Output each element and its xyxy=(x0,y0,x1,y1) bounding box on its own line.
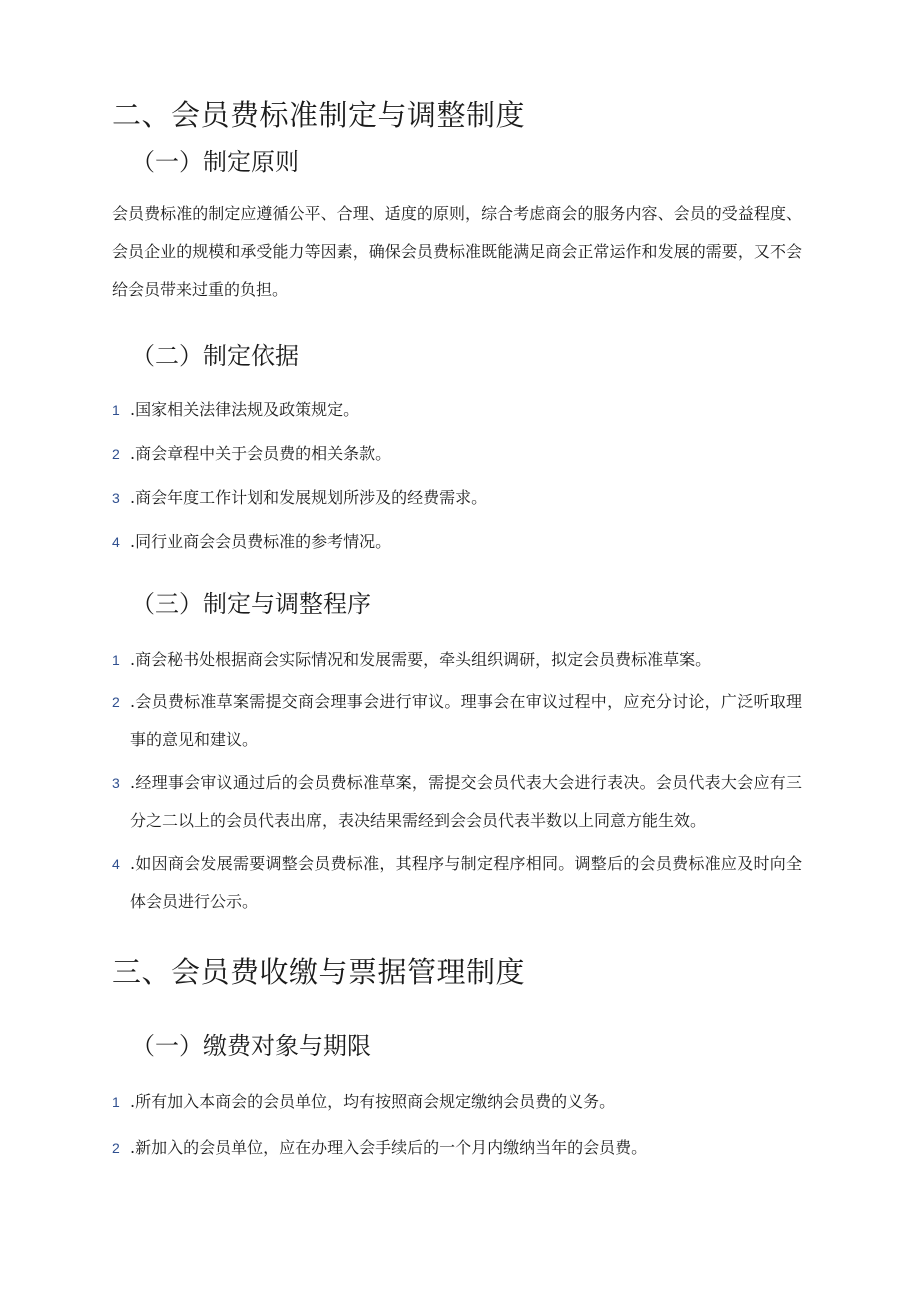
list-number: 2 xyxy=(112,446,120,462)
list-number: 3 xyxy=(112,775,120,791)
principle-paragraph: 会员费标准的制定应遵循公平、合理、适度的原则，综合考虑商会的服务内容、会员的受益程度、会员企业的规模和承受能力等因素，确保会员费标准既能满足商会正常运作和发展的需要，又不会给会员带来过重的负担。 xyxy=(112,204,802,299)
list-text: .商会年度工作计划和发展规划所涉及的经费需求。 xyxy=(130,488,488,507)
list-number: 2 xyxy=(112,1140,120,1156)
list-number: 2 xyxy=(112,694,120,710)
list-number: 1 xyxy=(112,652,120,668)
section-2-2-heading: （二）制定依据 xyxy=(131,342,299,370)
section-3-1-heading: （一）缴费对象与期限 xyxy=(131,1032,371,1060)
list-number: 3 xyxy=(112,490,120,506)
list-text: .国家相关法律法规及政策规定。 xyxy=(130,400,360,419)
list-text: .新加入的会员单位，应在办理入会手续后的一个月内缴纳当年的会员费。 xyxy=(130,1138,648,1157)
list-text: .同行业商会会员费标准的参考情况。 xyxy=(130,532,392,551)
list-item xyxy=(112,1129,802,1167)
list-item xyxy=(112,523,802,561)
list-text: .商会秘书处根据商会实际情况和发展需要，牵头组织调研，拟定会员费标准草案。 xyxy=(130,650,712,669)
list-text: .商会章程中关于会员费的相关条款。 xyxy=(130,444,392,463)
list-text: .所有加入本商会的会员单位，均有按照商会规定缴纳会员费的义务。 xyxy=(130,1092,616,1111)
list-text: .经理事会审议通过后的会员费标准草案，需提交会员代表大会进行表决。会员代表大会应有三分之二以上的会员代表出席，表决结果需经到会会员代表半数以上同意方能生效。 xyxy=(130,773,802,830)
section-2-1-heading: （一）制定原则 xyxy=(131,148,299,176)
list-item xyxy=(112,764,802,840)
list-item xyxy=(112,479,802,517)
list-item xyxy=(112,1083,802,1121)
list-number: 1 xyxy=(112,1094,120,1110)
section-2-3-heading: （三）制定与调整程序 xyxy=(131,590,371,618)
list-item xyxy=(112,435,802,473)
list-item xyxy=(112,845,802,921)
section-2-heading: 二、会员费标准制定与调整制度 xyxy=(112,98,526,132)
section-3-heading: 三、会员费收缴与票据管理制度 xyxy=(112,955,526,989)
list-text: .如因商会发展需要调整会员费标准，其程序与制定程序相同。调整后的会员费标准应及时向全体会员进行公示。 xyxy=(130,854,802,911)
list-number: 1 xyxy=(112,402,120,418)
list-item xyxy=(112,391,802,429)
list-item xyxy=(112,683,802,759)
list-text: .会员费标准草案需提交商会理事会进行审议。理事会在审议过程中，应充分讨论，广泛听取理事的意见和建议。 xyxy=(130,692,802,749)
list-number: 4 xyxy=(112,534,120,550)
list-number: 4 xyxy=(112,856,120,872)
list-item xyxy=(112,641,802,679)
